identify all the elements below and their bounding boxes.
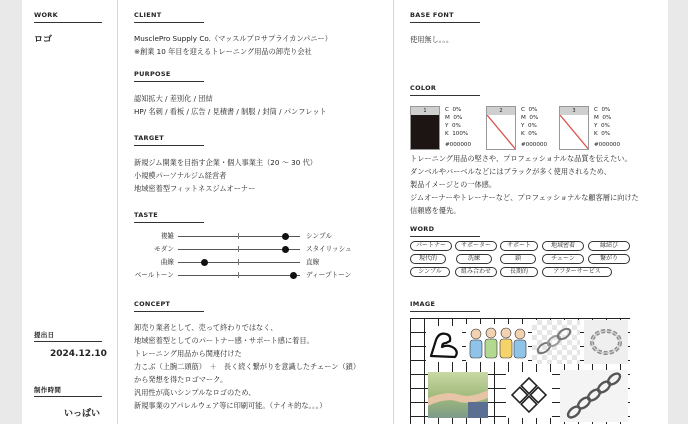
word-tag: アフターサービス xyxy=(542,267,612,277)
column-divider xyxy=(393,0,394,424)
work-value: ロゴ xyxy=(34,35,53,45)
color-line: ダンベルやバーベルなどにはブラックが多く使用されるため、 xyxy=(410,167,611,176)
chain-links-photo xyxy=(560,370,628,422)
slider-tick xyxy=(238,246,239,252)
chain-photo xyxy=(532,320,580,364)
black-value: 0% xyxy=(601,131,611,137)
word-tag: 繋がり xyxy=(588,254,630,264)
client-heading: CLIENT xyxy=(134,11,162,19)
taste-slider xyxy=(134,269,374,281)
concept-line: 力こぶ（上腕二頭筋） ＋ 長く続く繋がりを意識したチェーン（鎖） xyxy=(134,362,361,371)
swatch-number: 3 xyxy=(560,107,588,115)
image-moodboard xyxy=(410,318,630,424)
swatch-cmyk: C 0% M 0% Y 0% K 0% xyxy=(594,107,612,137)
color-swatch xyxy=(559,106,589,150)
target-line: 地域密着型フィットネスジムオーナー xyxy=(134,184,256,193)
submitted-value: 2024.12.10 xyxy=(50,349,107,359)
swatch-number: 1 xyxy=(411,107,439,115)
image-underline xyxy=(410,311,480,312)
purpose-line: HP/ 名刺 / 看板 / 広告 / 見積書 / 制服 / 封筒 / パンフレット xyxy=(134,107,327,116)
swatch-hex: #000000 xyxy=(521,142,548,148)
slider-knob[interactable] xyxy=(290,272,297,279)
word-tag: シンプル xyxy=(410,267,450,277)
word-tag: 縁結び xyxy=(588,241,630,251)
taste-underline xyxy=(134,222,204,223)
taste-right-label: シンプル xyxy=(306,232,332,240)
concept-line: 卸売り業者として、売って終わりではなく、 xyxy=(134,323,278,332)
taste-slider xyxy=(134,256,374,268)
color-swatch xyxy=(486,106,516,150)
target-line: 小規模パーソナルジム経営者 xyxy=(134,171,227,180)
purpose-heading: PURPOSE xyxy=(134,70,171,78)
color-line: 信頼感を優先。 xyxy=(410,206,461,215)
slider-knob[interactable] xyxy=(282,233,289,240)
word-tag: 長期的 xyxy=(500,267,538,277)
word-tag: サポート xyxy=(500,241,538,251)
magenta-value: 0% xyxy=(529,115,539,121)
purpose-line: 認知拡大 / 差別化 / 団結 xyxy=(134,94,213,103)
magenta-value: 0% xyxy=(602,115,612,121)
taste-right-label: ディープトーン xyxy=(306,271,352,279)
empty-swatch-slash xyxy=(560,115,589,150)
taste-left-label: ベールトーン xyxy=(134,271,174,279)
color-line: トレーニング用品の堅さや、プロフェッショナルな品質を伝えたい。 xyxy=(410,154,632,163)
yellow-value: 0% xyxy=(451,123,461,129)
production-underline xyxy=(34,396,102,397)
client-underline xyxy=(134,22,204,23)
concept-underline xyxy=(134,311,204,312)
submitted-heading: 提出日 xyxy=(34,331,55,339)
swatch-fill xyxy=(560,115,588,150)
design-brief-sheet xyxy=(22,0,668,424)
slider-track xyxy=(178,262,300,263)
concept-line: から発想を得たロゴマーク。 xyxy=(134,375,228,384)
taste-heading: TASTE xyxy=(134,211,159,219)
holding-hands-photo xyxy=(428,372,488,418)
cyan-value: 0% xyxy=(601,107,611,113)
taste-right-label: 直線 xyxy=(306,258,320,266)
word-tag: チェーン xyxy=(542,254,584,264)
slider-track xyxy=(178,275,300,276)
word-tag: 組み合わせ xyxy=(455,267,497,277)
word-tag: 現代的 xyxy=(410,254,446,264)
target-line: 新規ジム開業を目指す企業・個人事業主（20 〜 30 代） xyxy=(134,158,317,167)
yellow-value: 0% xyxy=(527,123,537,129)
production-heading: 制作時間 xyxy=(34,386,62,394)
swatch-fill xyxy=(411,115,439,150)
word-tag: 鎖 xyxy=(500,254,536,264)
target-heading: TARGET xyxy=(134,134,164,142)
word-heading: WORD xyxy=(410,225,435,233)
slider-knob[interactable] xyxy=(201,259,208,266)
flexed-arm-icon xyxy=(426,326,462,362)
word-tag: サポーター xyxy=(455,241,497,251)
target-underline xyxy=(134,145,204,146)
submitted-underline xyxy=(34,341,102,342)
word-underline xyxy=(410,236,480,237)
slider-tick xyxy=(238,259,239,265)
empty-swatch-slash xyxy=(487,115,516,150)
concept-line: 新規事業のアパレルウェア等に印刷可能。（ナイキ的な。。。） xyxy=(134,401,327,410)
word-tag: 洗練 xyxy=(456,254,492,264)
taste-right-label: スタイリッシュ xyxy=(306,245,352,253)
color-line: 製品イメージとの一体感。 xyxy=(410,180,497,189)
cyan-value: 0% xyxy=(452,107,462,113)
image-heading: IMAGE xyxy=(410,300,436,308)
slider-knob[interactable] xyxy=(282,246,289,253)
work-underline xyxy=(34,22,102,23)
taste-left-label: 曲線 xyxy=(160,258,174,266)
magenta-value: 0% xyxy=(453,115,463,121)
base-font-heading: BASE FONT xyxy=(410,11,454,19)
concept-heading: CONCEPT xyxy=(134,300,171,308)
swatch-hex: #000000 xyxy=(445,142,472,148)
swatch-number: 2 xyxy=(487,107,515,115)
bracelet-photo xyxy=(584,320,628,364)
taste-slider xyxy=(134,230,374,242)
client-line: MusclePro Supply Co.（マッスルプロサプライカンパニー） xyxy=(134,34,332,43)
swatch-cmyk: C 0% M 0% Y 0% K 0% xyxy=(521,107,539,137)
slider-tick xyxy=(238,272,239,278)
yellow-value: 0% xyxy=(600,123,610,129)
concept-line: 地域密着型としてのパートナー感・サポート感に着目。 xyxy=(134,336,314,345)
swatch-fill xyxy=(487,115,515,150)
word-tag: パートナー xyxy=(410,241,452,251)
concept-line: 汎用性が高いシンプルなロゴのため、 xyxy=(134,388,256,397)
client-line: ※創業 10 年目を迎えるトレーニング用品の卸売り会社 xyxy=(134,47,312,56)
taste-left-label: 複雑 xyxy=(160,232,174,240)
taste-slider xyxy=(134,243,374,255)
puzzle-icon xyxy=(506,372,552,418)
color-line: ジムオーナーやトレーナーなど、プロフェッショナルな顧客層に向けた xyxy=(410,193,639,202)
taste-left-label: モダン xyxy=(154,245,174,253)
color-underline xyxy=(410,95,480,96)
team-illustration xyxy=(466,324,528,362)
color-heading: COLOR xyxy=(410,84,437,92)
word-tag: 地域密着 xyxy=(542,241,584,251)
concept-line: トレーニング用品から関連付けた xyxy=(134,349,242,358)
color-swatch xyxy=(410,106,440,150)
work-heading: WORK xyxy=(34,11,58,19)
black-value: 100% xyxy=(452,131,469,137)
black-value: 0% xyxy=(528,131,538,137)
base-font-text: 使用無し。。。 xyxy=(410,35,454,44)
base-font-underline xyxy=(410,22,480,23)
production-value: いっぱい xyxy=(64,409,101,419)
slider-tick xyxy=(238,233,239,239)
sidebar xyxy=(22,0,118,424)
purpose-underline xyxy=(134,81,204,82)
swatch-hex: #000000 xyxy=(594,142,621,148)
cyan-value: 0% xyxy=(528,107,538,113)
swatch-cmyk: C 0% M 0% Y 0% K 100% xyxy=(445,107,469,137)
